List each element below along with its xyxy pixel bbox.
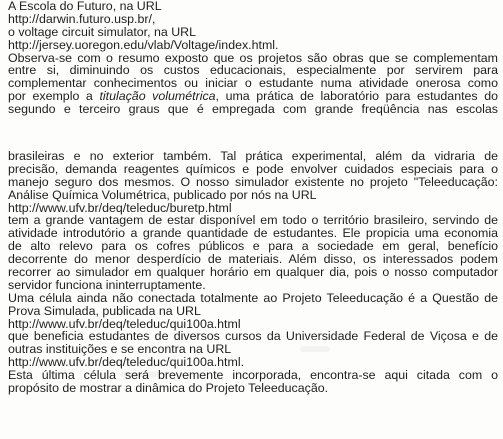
text-line: A Escola do Futuro, na URL: [8, 0, 162, 13]
text-line: que beneficia estudantes de diversos cursos da Universidade Federal de Viçosa e de: [8, 330, 498, 344]
text-line: Uma célula ainda não conectada totalmente ao Projeto Teleeducação é a Questão de: [8, 291, 498, 305]
paragraph-block-bottom: [8, 150, 498, 395]
text-line: Observa-se com o resumo exposto que os projetos são obras que se complementam: [8, 51, 498, 65]
text-line: o voltage circuit simulator, na URL: [8, 24, 197, 39]
text-line: complementar conhecimentos ou iniciar o estudante numa atividade onerosa como: [8, 77, 498, 91]
text-line: manejo seguro dos mesmos. O nosso simulador existente no projeto "Teleeducação:: [8, 175, 498, 189]
text-line: atividade introdutório a grande quantidade de estudantes. Ele propicia uma economia: [8, 227, 498, 241]
paragraph-block-top: [8, 0, 498, 116]
text-line: brasileiras e no exterior também. Tal prática experimental, além da vidraria de: [8, 150, 498, 163]
text-segment: , uma prática de laboratório para estudantes do: [215, 90, 498, 104]
text-line: Prova Simulada, publicada na URL: [8, 303, 201, 318]
text-line: servidor funciona ininterruptamente.: [8, 277, 206, 292]
url-line: http://jersey.uoregon.edu/vlab/Voltage/index.html.: [8, 37, 279, 52]
text-line: de alto relevo para os cofres públicos e para a sociedade em geral, benefício: [8, 240, 498, 254]
text-line: segundo e terceiro graus que é empregada com grande freqüência nas escolas: [8, 103, 498, 117]
text-line: Esta última célula será brevemente incorporada, encontra-se aqui citada com o: [8, 369, 498, 383]
url-line: http://www.ufv.br/deq/teleduc/qui100a.html.: [8, 355, 245, 370]
url-line: http://darwin.futuro.usp.br/,: [8, 11, 156, 26]
text-line: precisão, demanda reagentes químicos e pode envolver cuidados especiais para o: [8, 162, 498, 176]
text-line: outras instituições e se encontra na URL: [8, 342, 232, 357]
text-line: propósito de mostrar a dinâmica do Projeto Teleeducação.: [8, 381, 329, 396]
url-line: http://www.ufv.br/deq/teleduc/buretp.html: [8, 200, 232, 215]
text-line: recorrer ao simulador em qualquer horário em qualquer dia, pois o nosso computador: [8, 266, 498, 279]
url-line: http://www.ufv.br/deq/teleduc/qui100a.html: [8, 316, 241, 331]
text-line: decorrente do menor desperdício de materiais. Além disso, os interessados podem: [8, 253, 498, 267]
text-line: Análise Química Volumétrica, publicado por nós na URL: [8, 187, 317, 202]
text-segment: por exemplo a: [8, 90, 100, 104]
text-line-with-emphasis: [8, 90, 498, 103]
emphasized-term: titulação volumétrica: [99, 90, 216, 104]
text-line: entre si, diminuindo os custos educacionais, especialmente por servirem para: [8, 64, 498, 78]
text-line: tem a grande vantagem de estar disponível em todo o território brasileiro, servindo de: [8, 214, 498, 228]
